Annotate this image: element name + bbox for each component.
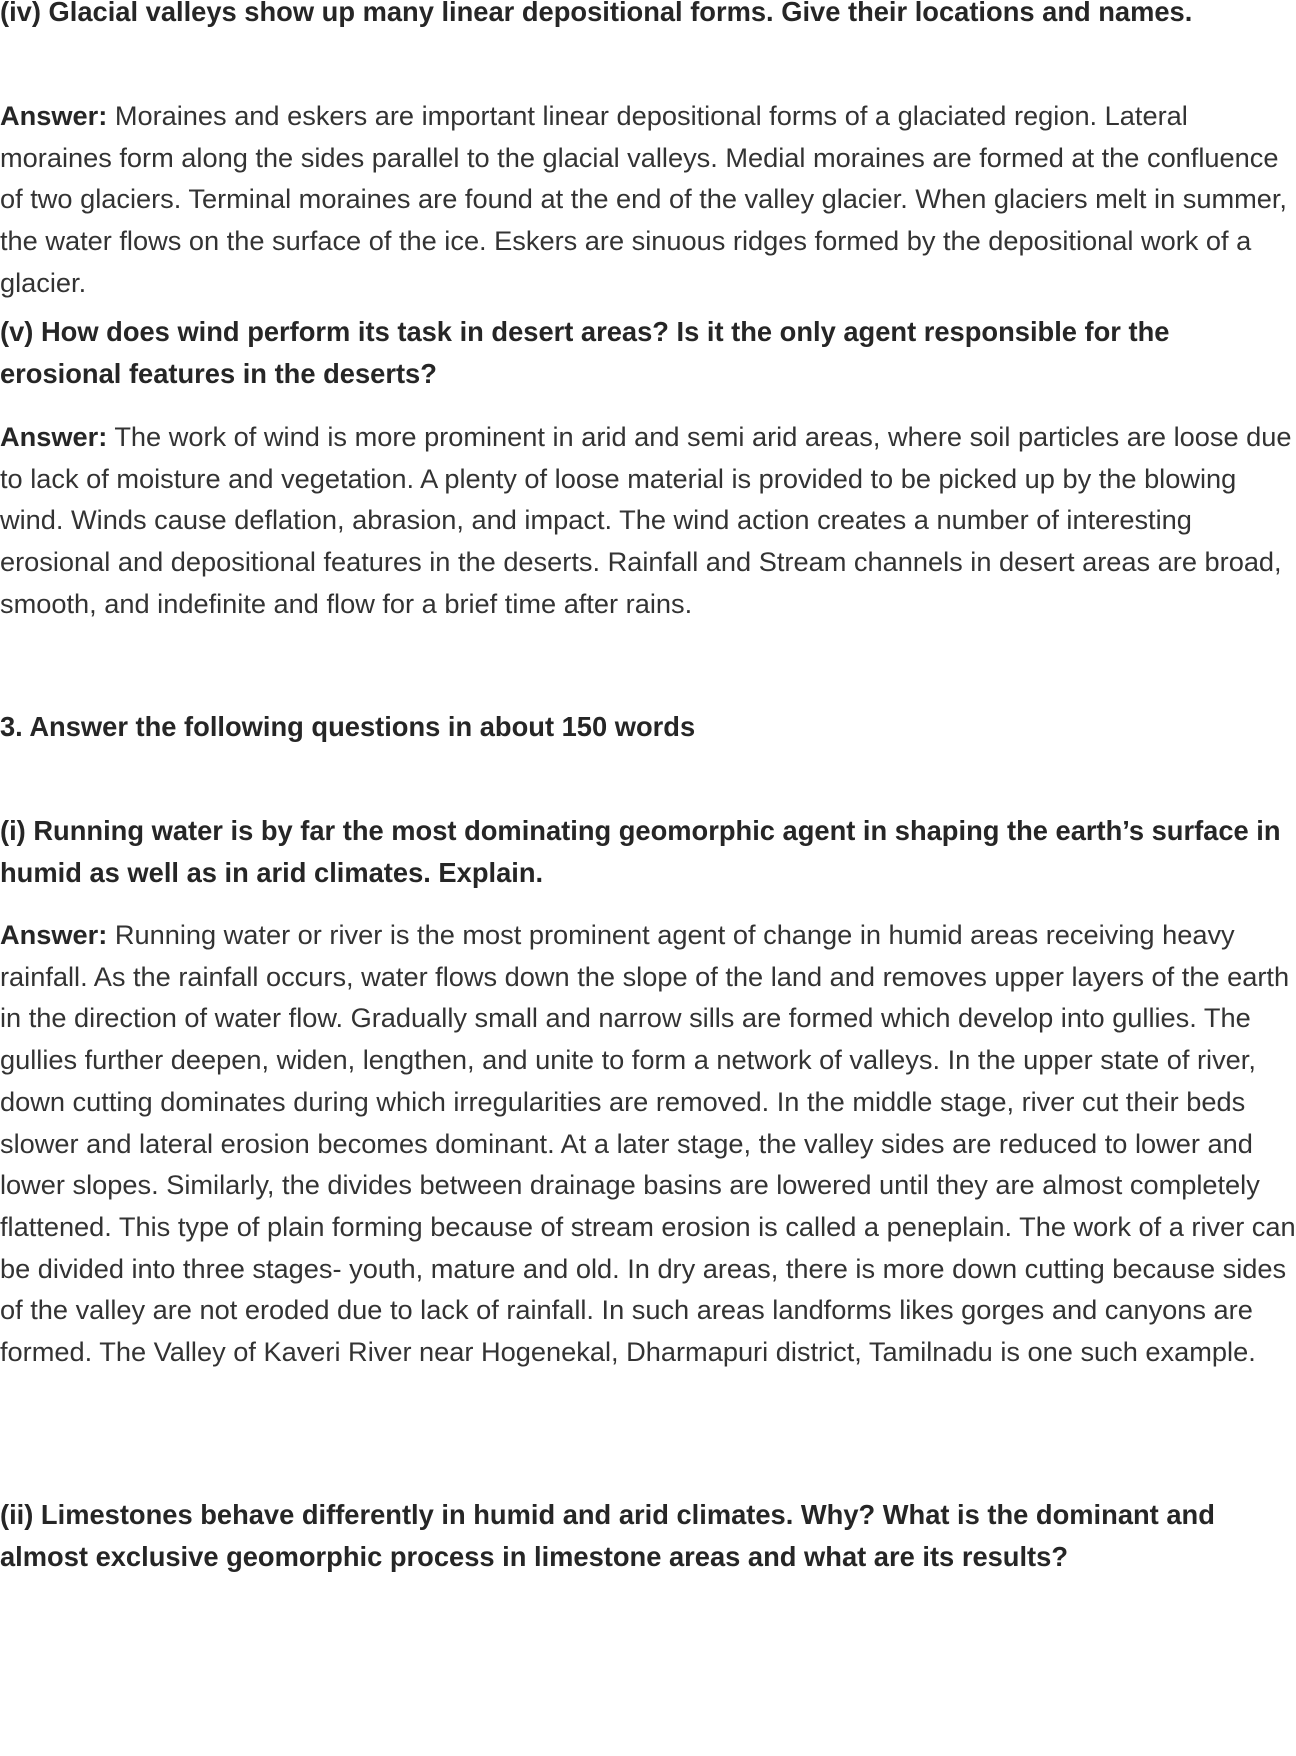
question-3-ii: (ii) Limestones behave differently in humid and arid climates. Why? What is the dominant and almost exclusive geomorphic process in limestone areas and what are its results? bbox=[0, 1499, 1215, 1572]
answer-3-i bbox=[0, 914, 1296, 1373]
answer-label: Answer: bbox=[0, 421, 108, 452]
question-iv: (iv) Glacial valleys show up many linear depositional forms. Give their locations and names. bbox=[0, 0, 1193, 27]
answer-3-i-text: Running water or river is the most prominent agent of change in humid areas receiving heavy rainfall. As the rainfall occurs, water flows down the slope of the land and removes upper layers of the earth in the direction of water flow. Gradually small and narrow sills are formed which develop into gullies. The gullies further deepen, widen, lengthen, and unite to form a network of valleys. In the upper state of river, down cutting dominates during which irregularities are removed. In the middle stage, river cut their beds slower and lateral erosion becomes dominant. At a later stage, the valley sides are reduced to lower and lower slopes. Similarly, the divides between drainage basins are lowered until they are almost completely flattened. This type of plain forming because of stream erosion is called a peneplain. The work of a river can be divided into three stages- youth, mature and old. In dry areas, there is more down cutting because sides of the valley are not eroded due to lack of rainfall. In such areas landforms likes gorges and canyons are formed. The Valley of Kaveri River near Hogenekal, Dharmapuri district, Tamilnadu is one such example. bbox=[0, 919, 1296, 1368]
question-3-i: (i) Running water is by far the most dominating geomorphic agent in shaping the earth’s surface in humid as well as in arid climates. Explain. bbox=[0, 815, 1281, 888]
answer-v-text: The work of wind is more prominent in arid and semi arid areas, where soil particles are loose due to lack of moisture and vegetation. A plenty of loose material is provided to be picked up by the blowing wind. Winds cause deflation, abrasion, and impact. The wind action creates a number of interesting erosional and depositional features in the deserts. Rainfall and Stream channels in desert areas are broad, smooth, and indefinite and flow for a brief time after rains. bbox=[0, 421, 1292, 619]
answer-iv bbox=[0, 95, 1296, 304]
answer-iv-text: Moraines and eskers are important linear depositional forms of a glaciated region. Lateral moraines form along the sides parallel to the glacial valleys. Medial moraines are formed at the confluence of two glaciers. Terminal moraines are found at the end of the valley glacier. When glaciers melt in summer, the water flows on the surface of the ice. Eskers are sinuous ridges formed by the depositional work of a glacier. bbox=[0, 100, 1287, 298]
answer-label: Answer: bbox=[0, 100, 108, 131]
answer-label: Answer: bbox=[0, 919, 108, 950]
question-v: (v) How does wind perform its task in desert areas? Is it the only agent responsible for the erosional features in the deserts? bbox=[0, 316, 1170, 389]
answer-v bbox=[0, 416, 1296, 625]
section-3-heading: 3. Answer the following questions in about 150 words bbox=[0, 711, 696, 742]
